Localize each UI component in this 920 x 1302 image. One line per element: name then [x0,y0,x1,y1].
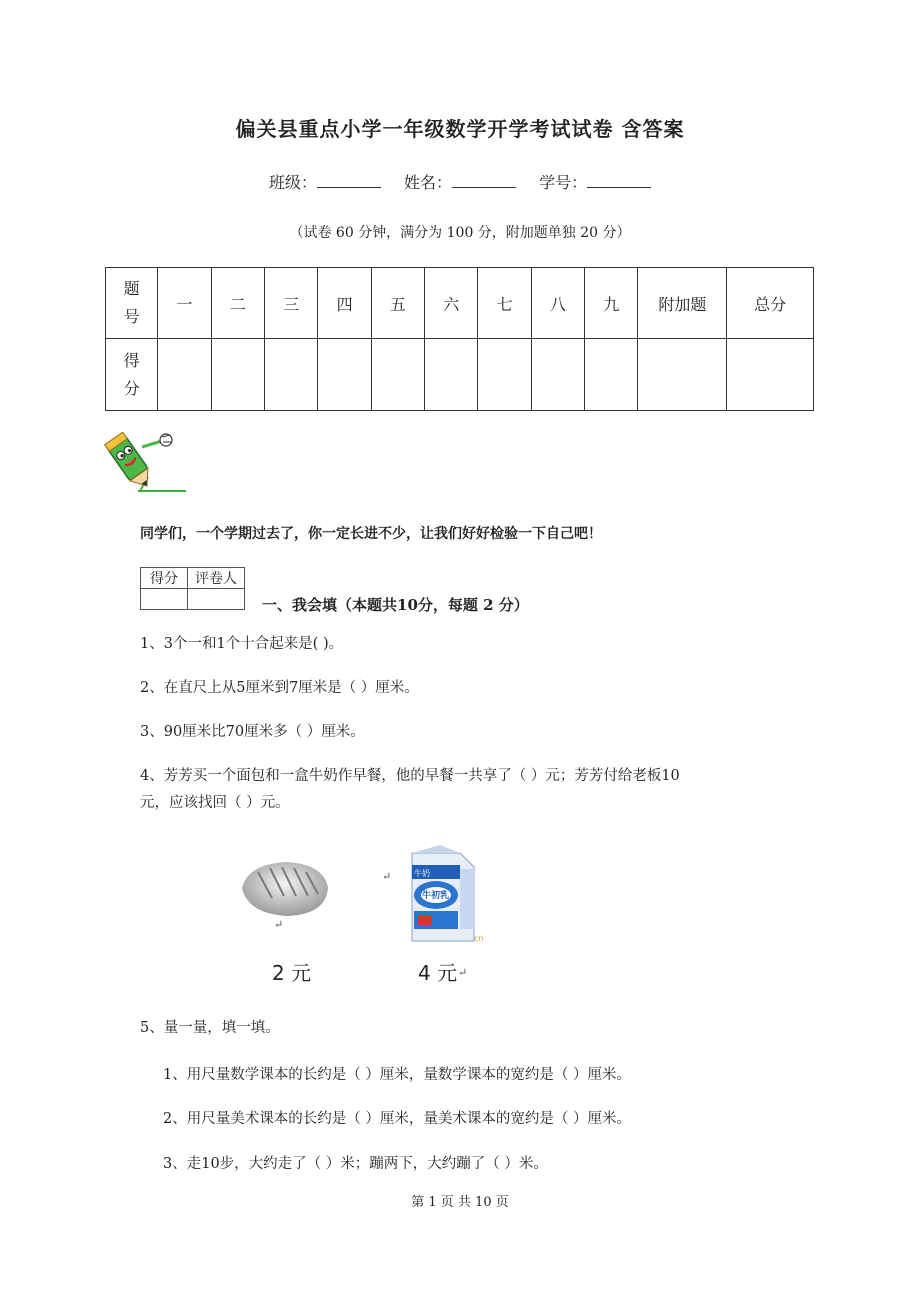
number-label: 学号： [539,173,588,192]
score-table [105,267,814,411]
milk-carton-image [400,845,488,943]
score-table-col: 八 [531,268,584,339]
score-cell [265,339,318,411]
milk-site-text: cn [474,934,484,943]
score-cell [211,339,264,411]
milk-brand-text: 牛奶 [414,869,430,878]
score-cell [371,339,424,411]
paragraph-mark: ↵ [458,966,468,979]
page-footer: 第 1 页 共 10 页 [411,1195,509,1210]
grader-name-cell [188,589,245,610]
grader-score-cell [141,589,188,610]
question-1: 1、3个一和1个十合起来是( )。 [140,636,344,652]
bread-price: 2 元 [272,961,312,985]
question-3: 3、90厘米比70厘米多（ ）厘米。 [140,724,365,740]
score-table-col: 二 [211,268,264,339]
question-5: 5、量一量，填一填。 [140,1020,280,1036]
number-blank [587,173,651,188]
encourage-text: 同学们，一个学期过去了，你一定长进不少，让我们好好检验一下自己吧！ [140,526,602,542]
question-5-2: 2、用尺量美术课本的长约是（ ）厘米，量美术课本的宽约是（ ）厘米。 [163,1111,631,1127]
question-4-line1: 4、芳芳买一个面包和一盒牛奶作早餐，他的早餐一共享了（ ）元；芳芳付给老板10 [140,768,680,784]
score-table-col: 四 [318,268,371,339]
grader-score-label: 得分 [141,568,188,589]
score-cell [727,339,814,411]
milk-label-text: 牛初乳 [422,891,450,901]
question-2: 2、在直尺上从5厘米到7厘米是（ ）厘米。 [140,680,419,696]
grader-table [140,567,245,610]
question-5-3: 3、走10步，大约走了（ ）米；蹦两下，大约蹦了（ ）米。 [163,1156,548,1172]
score-table-col: 五 [371,268,424,339]
paragraph-mark: ↵ [274,918,284,931]
exam-title: 偏关县重点小学一年级数学开学考试试卷 含答案 [235,117,685,141]
score-cell [531,339,584,411]
class-blank [317,173,381,188]
bread-image [238,858,330,920]
class-label: 班级： [268,173,317,192]
score-table-header-defen: 得分 [106,339,158,411]
score-cell [318,339,371,411]
question-5-1: 1、用尺量数学课本的长约是（ ）厘米，量数学课本的宽约是（ ）厘米。 [163,1067,631,1083]
exam-note: （试卷 60 分钟，满分为 100 分，附加题单独 20 分） [289,225,631,241]
paragraph-mark: ↵ [382,870,392,883]
score-cell [585,339,638,411]
milk-price: 4 元 [418,961,458,985]
score-cell [158,339,211,411]
score-table-col: 一 [158,268,211,339]
name-blank [452,173,516,188]
student-info-row [0,170,920,193]
score-cell [638,339,727,411]
pencil-mascot-icon [100,425,188,495]
score-table-col: 七 [478,268,531,339]
section-heading: 一、我会填（本题共10分，每题 2 分） [262,596,529,614]
score-table-col: 三 [265,268,318,339]
score-table-col: 九 [585,268,638,339]
score-table-col: 总分 [727,268,814,339]
score-cell [425,339,478,411]
score-cell [478,339,531,411]
score-table-header-tihao: 题号 [106,268,158,339]
score-table-col: 六 [425,268,478,339]
name-label: 姓名： [403,173,452,192]
question-4-line2: 元，应该找回（ ）元。 [140,795,290,811]
score-table-col: 附加题 [638,268,727,339]
grader-name-label: 评卷人 [188,568,245,589]
